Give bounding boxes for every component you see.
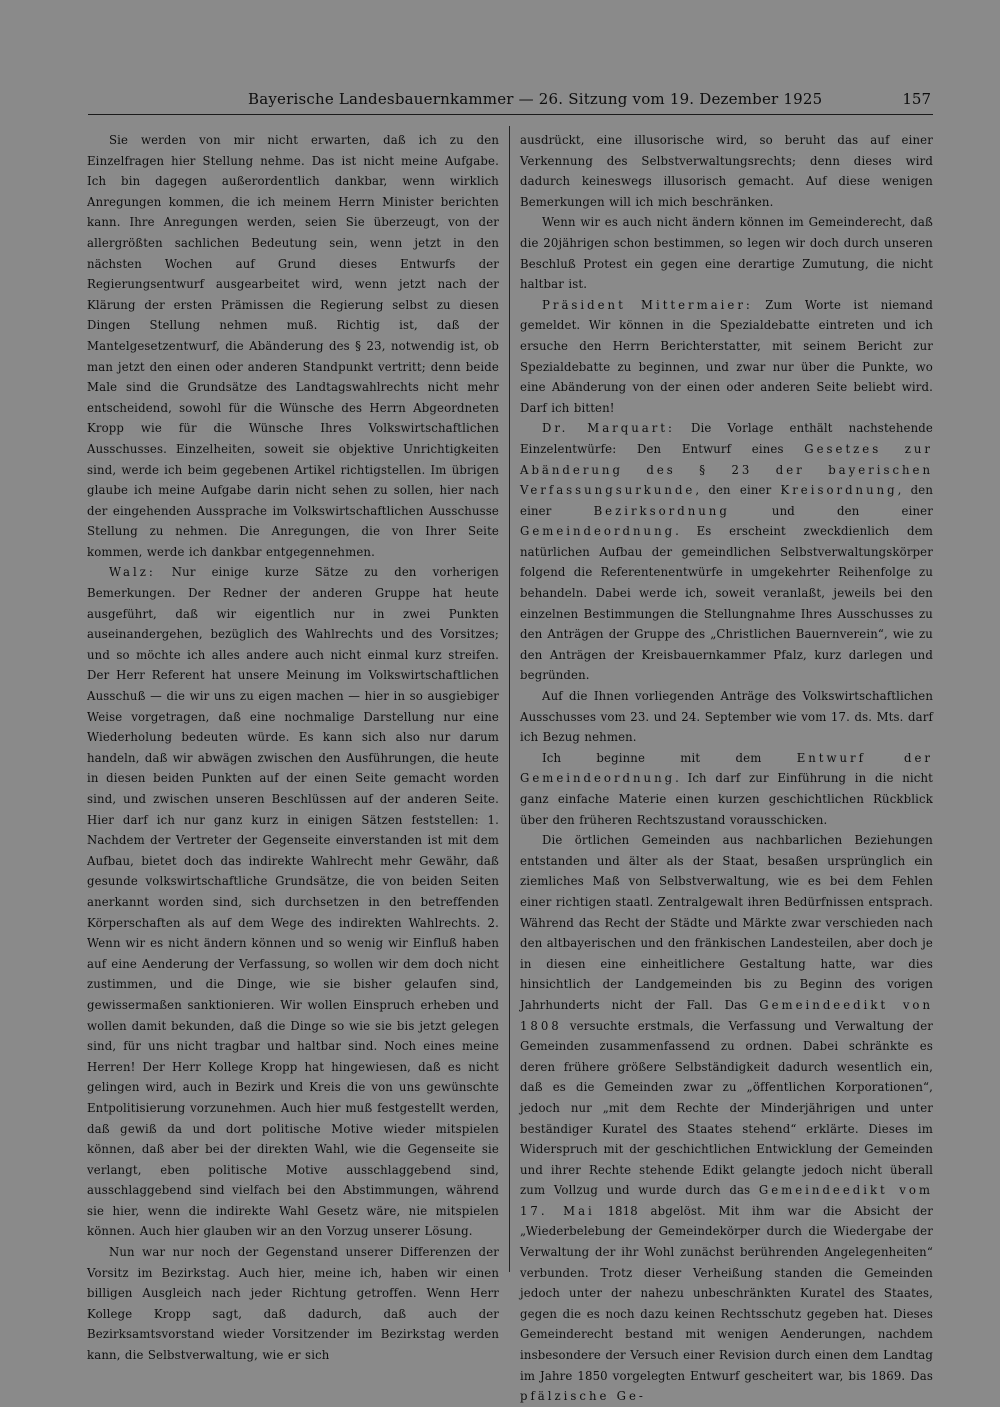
paragraph: Auf die Ihnen vorliegenden Anträge des Volkswirtschaftlichen Ausschusses vom 23. und 24. September wie vom 17. ds. Mts. darf ich Bezug nehmen. [520,689,933,745]
paragraph [520,418,933,686]
law-title: Entwurf der Gemeindeordnung [520,750,933,786]
paragraph-text: . Es erscheint zweckdienlich dem natürlichen Aufbau der gemeindlichen Selbstverwaltungskörper folgend die Referentenentwürfe in umgekehrter Reihenfolge zu behandeln. Dabei werde ich, soweit veranlaßt, jeweils bei den einzelnen Bestimmungen die Stellungnahme Ihres Ausschusses zu den Anträgen der Gruppe des „Christlichen Bauernverein“, wie zu den Anträgen der Kreisbauernkammer Pfalz, kurz darlegen und begründen. [520,524,933,683]
paragraph-text: Ich beginne mit dem [542,750,797,765]
speaker-name: Dr. Marquart: [542,421,675,436]
speaker-name: Präsident Mittermaier: [542,297,753,312]
header-title: Bayerische Landesbauernkammer — 26. Sitzung vom 19. Dezember 1925 [248,90,823,108]
law-title: Bezirksordnung [593,503,730,518]
paragraph-text: , den einer [520,483,933,518]
paragraph: Wenn wir es auch nicht ändern können im Gemeinderecht, daß die 20jährigen schon bestimmen, so legen wir doch durch unseren Beschluß Protest ein gegen eine derartige Zumutung, die nicht haltbar ist. [520,215,933,292]
paragraph: Nun war nur noch der Gegenstand unserer Differenzen der Vorsitz im Bezirkstag. Auch hier, meine ich, haben wir einen billigen Ausgleich nach jeder Richtung getroffen. Wenn Herr Kollege Kropp sagt, daß dadurch, daß auch der Bezirksamtsvorstand wieder Vorsitzender im Bezirkstag werden kann, die Selbstverwaltung, wie er sich [87,1245,499,1363]
paragraph-text: , den einer [695,483,781,498]
paragraph-text: 1818 abgelöst. Mit ihm war die Absicht der „Wiederbelebung der Gemeindekörper durch die Wiedergabe der Verwaltung der ihr Wohl zunächst berührenden Angelegenheiten“ verbunden. Trotz dieser Verheißung standen die Gemeinden jedoch unter der nahezu unbeschränkten Kuratel des Staates, gegen die es noch dazu keinen Rechtsschutz gegeben hat. Dieses Gemeinderecht bestand mit wenigen Aenderungen, nachdem insbesondere der Versuch einer Revision durch einen dem Landtag im Jahre 1850 vorgelegten Entwurf gescheitert war, bis 1869. Das [520,1203,933,1383]
paragraph-text: Die Vorlage enthält nachstehende Einzelentwürfe: Den Entwurf eines [520,421,933,456]
paragraph [520,748,933,830]
left-column [87,130,499,1366]
paragraph-text: und den einer [729,503,933,518]
law-title: Gesetzes zur Abänderung des § 23 der bayerischen Verfassungsurkunde [520,441,933,498]
edict-title: Gemeindeedikt von 1808 [520,997,933,1033]
paragraph [87,562,499,1242]
paragraph-text: Die örtlichen Gemeinden aus nachbarlichen Beziehungen entstanden und älter als der Staat, besaßen ursprünglich ein ziemliches Maß von Selbstverwaltung, wie es bei dem Fehlen einer richtigen staatl. Zentralgewalt ihren Bedürfnissen entsprach. Während das Recht der Städte und Märkte zwar verschieden nach den altbayerischen und den fränkischen Landesteilen, aber doch je in diesen eine einheitlichere Gestaltung hatte, war dies hinsichtlich der Landgemeinden bis zu Beginn des vorigen Jahrhunderts nicht der Fall. Das [520,833,933,1012]
law-title: Gemeindeordnung [520,524,676,539]
law-title: Kreisordnung [780,483,898,498]
paragraph: Sie werden von mir nicht erwarten, daß ich zu den Einzelfragen hier Stellung nehme. Das ist nicht meine Aufgabe. Ich bin dagegen außerordentlich dankbar, wenn wirklich Anregungen kommen, die ich meinem Herrn Minister berichten kann. Ihre Anregungen werden, seien Sie überzeugt, von der allergrößten sachlichen Bedeutung sein, wenn jetzt in den nächsten Wochen auf Grund dieses Entwurfs der Regierungsentwurf ausgearbeitet wird, wenn jetzt nach der Klärung der ersten Prämissen die Regierung selbst zu diesen Dingen Stellung nehmen muß. Richtig ist, daß der Mantelgesetzentwurf, die Abänderung des § 23, notwendig ist, ob man jetzt den einen oder anderen Standpunkt vertritt; denn beide Male sind die Grundsätze des Landtagswahlrechts nicht mehr entscheidend, sowohl für die Wünsche des Herrn Abgeordneten Kropp wie für die Wünsche Ihres Volkswirtschaftlichen Ausschusses. Einzelheiten, soweit sie objektive Unrichtigkeiten sind, werde ich beim gegebenen Artikel richtigstellen. Im übrigen glaube ich meine Aufgabe darin nicht sehen zu sollen, hier nach der eingehenden Aussprache im Volkswirtschaftlichen Ausschusse Stellung zu nehmen. Die Anregungen, die von Ihrer Seite kommen, werde ich dankbar entgegennehmen. [87,133,499,559]
right-column [520,130,933,1407]
paragraph-text: . Ich darf zur Einführung in die nicht ganz einfache Materie einen kurzen geschichtlichen Rückblick über den früheren Rechtszustand vorausschicken. [520,771,933,827]
paragraph [520,830,933,1407]
running-header [88,88,933,115]
speaker-name: Walz: [109,565,156,580]
paragraph-text: Nur einige kurze Sätze zu den vorherigen Bemerkungen. Der Redner der anderen Gruppe hat heute ausgeführt, daß wir eigentlich nur in zwei Punkten auseinandergehen, bezüglich des Wahlrechts und des Vorsitzes; und so möchte ich alles andere auch nicht einmal kurz streifen. Der Herr Referent hat unsere Meinung im Volkswirtschaftlichen Ausschuß — die wir uns zu eigen machen — hier in so ausgiebiger Weise vorgetragen, daß eine nochmalige Darstellung nur eine Wiederholung bedeuten würde. Es kann sich also nur darum handeln, daß wir abwägen zwischen den Ausführungen, die heute in diesen beiden Punkten auf der einen Seite gemacht worden sind, und zwischen unseren Beschlüssen auf der anderen Seite. Hier darf ich nur ganz kurz in einigen Sätzen feststellen: 1. Nachdem der Vertreter der Gegenseite einverstanden ist mit dem Aufbau, bietet doch das indirekte Wahlrecht mehr Gewähr, daß gesunde volkswirtschaftliche Grundsätze, die von beiden Seiten anerkannt worden sind, sich durchsetzen in den betreffenden Körperschaften als auf dem Wege des indirekten Wahlrechts. 2. Wenn wir es nicht ändern können und so wenig wir Einfluß haben auf eine Aenderung der Verfassung, so wollen wir dem doch nicht zustimmen, und die Dinge, wie sie bisher gelaufen sind, gewissermaßen sanktionieren. Wir wollen Einspruch erheben und wollen damit bekunden, daß die Dinge so wie sie bis jetzt gelegen sind, für uns nicht tragbar und haltbar sind. Noch eines meine Herren! Der Herr Kollege Kropp hat hingewiesen, daß es nicht gelingen wird, auch in Bezirk und Kreis die von uns gewünschte Entpolitisierung vorzunehmen. Auch hier muß festgestellt werden, daß gewiß da und dort politische Motive wieder mitspielen können, daß aber bei der direkten Wahl, wie die Gegenseite sie verlangt, eben politische Motive ausschlaggebend sind, ausschlaggebend sind vielfach bei den Abstimmungen, während sie hier, wenn die indirekte Wahl Gesetz wäre, nie mitspielen können. Auch hier glauben wir an den Vorzug unserer Lösung. [87,565,499,1239]
paragraph: ausdrückt, eine illusorische wird, so beruht das auf einer Verkennung des Selbstverwaltungsrechts; denn dieses wird dadurch keineswegs illusorisch gemacht. Auf diese wenigen Bemerkungen will ich mich beschränken. [520,133,933,209]
paragraph-text: Zum Worte ist niemand gemeldet. Wir können in die Spezialdebatte eintreten und ich ersuche den Herrn Berichterstatter, mit seinem Bericht zur Spezialdebatte zu beginnen, und zwar nur über die Punkte, wo eine Abänderung von der einen oder anderen Seite beliebt wird. Darf ich bitten! [520,297,933,415]
spaced-text: pfälzische Ge- [520,1389,646,1404]
edict-title: Gemeindeedikt vom 17. Mai [520,1183,933,1218]
column-divider [509,126,510,1272]
page-number: 157 [902,90,931,108]
paragraph [520,295,933,419]
paragraph-text: versuchte erstmals, die Verfassung und Verwaltung der Gemeinden zusammenfassend zu ordnen. Dabei schränkte es deren frühere größere Selbständigkeit dadurch wesentlich ein, daß es die Gemeinden zwar zu „öffentlichen Korporationen“, jedoch nur „mit dem Rechte der Minderjährigen und unter beständiger Kuratel des Staates stehend“ erklärte. Dieses im Widerspruch mit der geschichtlichen Entwicklung der Gemeinden und ihrer Rechte stehende Edikt gelangte jedoch nicht überall zum Vollzug und wurde durch das [520,1018,933,1198]
